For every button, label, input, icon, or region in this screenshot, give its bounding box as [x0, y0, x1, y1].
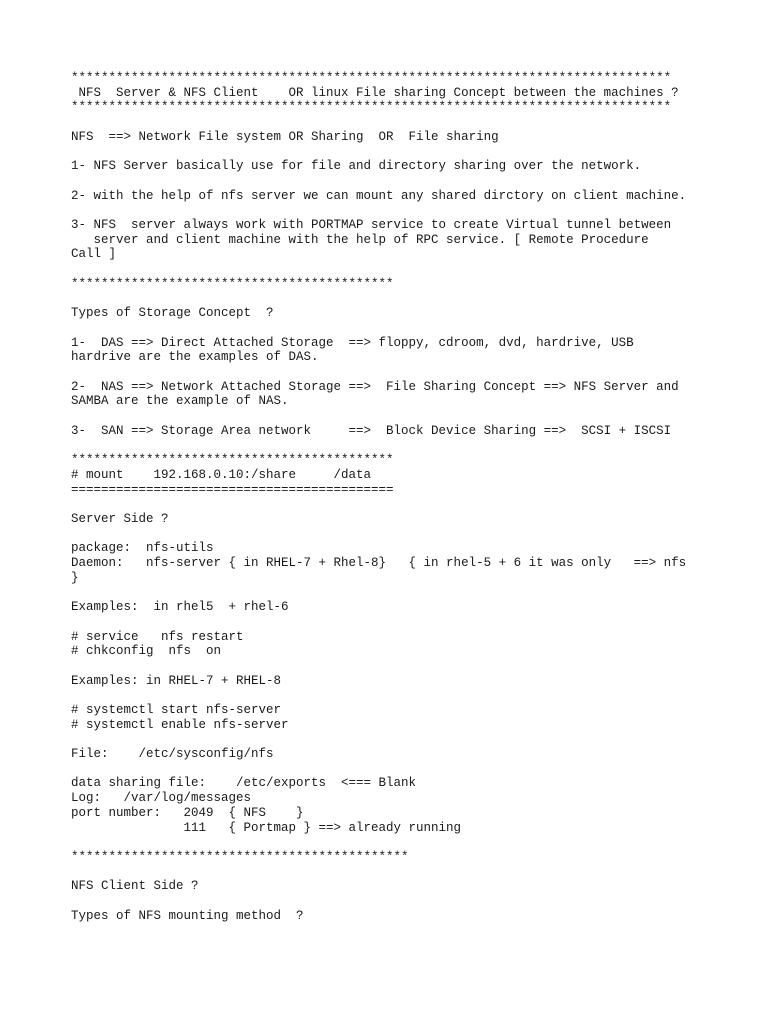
text-line: server and client machine with the help of RPC service. [ Remote Procedure: [71, 232, 649, 247]
text-line: [71, 732, 751, 747]
text-line: port number: 2049 { NFS }: [71, 805, 304, 820]
text-line: ********************************************************************************: [71, 71, 672, 85]
text-line: Log: /var/log/messages: [71, 791, 252, 806]
text-line: SAMBA are the example of NAS.: [71, 394, 289, 409]
text-line: 3- NFS server always work with PORTMAP service to create Virtual tunnel between: [71, 217, 672, 232]
text-line: # chkconfig nfs on: [71, 644, 222, 659]
text-line: }: [71, 570, 79, 585]
text-line: hardrive are the examples of DAS.: [71, 350, 319, 365]
text-line: [71, 615, 751, 630]
text-line: 111 { Portmap } ==> already running: [71, 820, 462, 835]
text-line: [71, 291, 751, 306]
text-line: 2- with the help of nfs server we can mount any shared dirctory on client machine.: [71, 188, 687, 203]
text-line: [71, 115, 751, 130]
text-line: [71, 203, 751, 218]
text-line: package: nfs-utils: [71, 541, 214, 556]
text-line: [71, 894, 751, 909]
text-line: # systemctl start nfs-server: [71, 702, 282, 717]
text-line: Call ]: [71, 247, 117, 262]
text-line: [71, 409, 751, 424]
text-line: [71, 527, 751, 542]
text-line: [71, 835, 751, 850]
text-line: [71, 145, 751, 160]
text-line: [71, 321, 751, 336]
text-line: File: /etc/sysconfig/nfs: [71, 747, 274, 762]
text-line: [71, 688, 751, 703]
text-line: [71, 262, 751, 277]
text-line: # systemctl enable nfs-server: [71, 717, 289, 732]
text-line: 3- SAN ==> Storage Area network ==> Block Device Sharing ==> SCSI + ISCSI: [71, 423, 672, 438]
text-line: data sharing file: /etc/exports <=== Blank: [71, 776, 417, 791]
text-line: ===========================================: [71, 482, 394, 497]
text-line: Types of Storage Concept ?: [71, 306, 274, 321]
text-line: # service nfs restart: [71, 629, 244, 644]
document-text: [71, 71, 751, 923]
text-line: *******************************************: [71, 276, 394, 291]
text-line: 1- NFS Server basically use for file and directory sharing over the network.: [71, 159, 642, 174]
text-line: [71, 365, 751, 380]
text-line: *********************************************: [71, 849, 409, 864]
text-line: NFS Server & NFS Client OR linux File sharing Concept between the machines ?: [71, 85, 679, 100]
text-line: NFS ==> Network File system OR Sharing OR File sharing: [71, 129, 499, 144]
text-line: [71, 174, 751, 189]
text-line: [71, 585, 751, 600]
text-line: [71, 762, 751, 777]
text-line: ********************************************************************************: [71, 100, 672, 115]
text-line: *******************************************: [71, 453, 394, 468]
text-line: 1- DAS ==> Direct Attached Storage ==> floppy, cdroom, dvd, hardrive, USB: [71, 335, 634, 350]
text-line: Examples: in rhel5 + rhel-6: [71, 600, 289, 615]
text-line: Server Side ?: [71, 511, 169, 526]
text-line: 2- NAS ==> Network Attached Storage ==> File Sharing Concept ==> NFS Server and: [71, 379, 679, 394]
text-line: [71, 438, 751, 453]
text-line: [71, 659, 751, 674]
text-line: Examples: in RHEL-7 + RHEL-8: [71, 673, 282, 688]
text-line: # mount 192.168.0.10:/share /data: [71, 467, 372, 482]
text-line: [71, 865, 751, 880]
text-line: Types of NFS mounting method ?: [71, 908, 304, 923]
text-line: NFS Client Side ?: [71, 879, 199, 894]
text-line: Daemon: nfs-server { in RHEL-7 + Rhel-8} { in rhel-5 + 6 it was only ==> nfs: [71, 556, 687, 571]
text-line: [71, 497, 751, 512]
